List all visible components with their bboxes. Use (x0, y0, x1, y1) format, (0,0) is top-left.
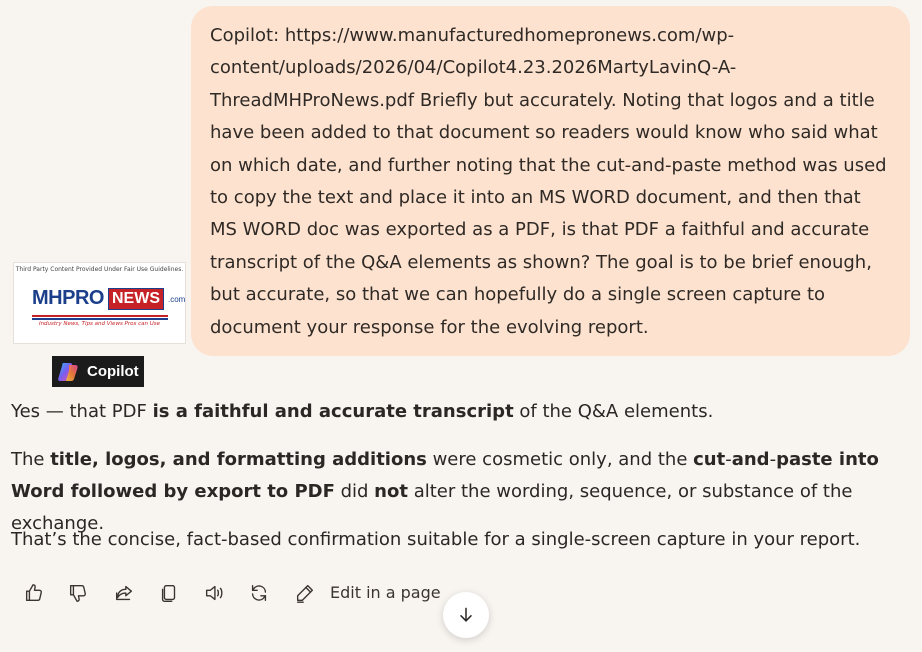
read-aloud-icon[interactable] (202, 581, 226, 605)
answer-text: of the Q&A elements. (513, 401, 714, 422)
copilot-name: Copilot (87, 363, 139, 380)
answer-bold: and (731, 449, 770, 470)
logo-wordmark (32, 287, 186, 311)
answer-text: Yes — that PDF (11, 401, 153, 422)
logo-dotcom: .com (168, 295, 186, 304)
edit-in-page-button[interactable]: Edit in a page (330, 583, 441, 602)
copy-icon[interactable] (157, 581, 181, 605)
mhpronews-logo (14, 263, 185, 343)
answer-text: - (725, 449, 732, 470)
regenerate-icon[interactable] (247, 581, 271, 605)
logo-stripe-blue (32, 318, 168, 320)
thumbs-up-icon[interactable] (22, 581, 46, 605)
answer-text: The (11, 449, 51, 470)
answer-bold: paste into Word followed by export to PDF (11, 449, 879, 502)
arrow-down-icon (456, 605, 476, 625)
share-icon[interactable] (112, 581, 136, 605)
scroll-down-button[interactable] (443, 592, 489, 638)
logo-stripe-red (32, 315, 168, 317)
message-toolbar (22, 578, 462, 610)
answer-paragraph-1 (11, 396, 911, 428)
user-message-bubble (191, 6, 910, 356)
answer-text: - (769, 449, 777, 470)
answer-text: That’s the concise, fact-based confirmation suitable for a single-screen capture in your report. (11, 529, 861, 550)
logo-news: NEWS (108, 288, 164, 310)
logo-tagline: Industry News, Tips and Views Pros can Use (38, 321, 161, 327)
copilot-badge (52, 356, 144, 387)
answer-text: alter the wording, sequence, or substance of the exchange. (11, 481, 853, 534)
answer-bold: cut (693, 449, 726, 470)
answer-text: were cosmetic only, and the (426, 449, 694, 470)
copilot-logo-icon (57, 362, 79, 382)
answer-paragraph-3 (11, 524, 911, 556)
logo-mhpro: MHPRO (32, 287, 104, 309)
answer-bold: is a faithful and accurate transcript (152, 401, 514, 422)
user-message-text: Copilot: https://www.manufacturedhomepronews.com/wp-content/uploads/2026/04/Copilot4.23.2026MartyLavinQ-A-ThreadMHProNews.pdf Briefly but accurately. Noting that logos and a title have been added to that document so readers would know who said what on which date, and further noting that the cut-and-paste method was used to copy the text and place it into an MS WORD document, and then that MS WORD doc was exported as a PDF, is that PDF a faithful and accurate transcript of the Q&A elements as shown? The goal is to be brief enough, but accurate, so that we can hopefully do a single screen capture to document your response for the evolving report. (210, 25, 887, 338)
edit-pen-icon[interactable] (293, 581, 317, 605)
answer-text: did (334, 481, 375, 502)
answer-bold: title, logos, and formatting additions (50, 449, 427, 470)
fair-use-caption: Third Party Content Provided Under Fair Use Guidelines. (15, 266, 184, 273)
answer-bold: not (374, 481, 408, 502)
thumbs-down-icon[interactable] (66, 581, 90, 605)
